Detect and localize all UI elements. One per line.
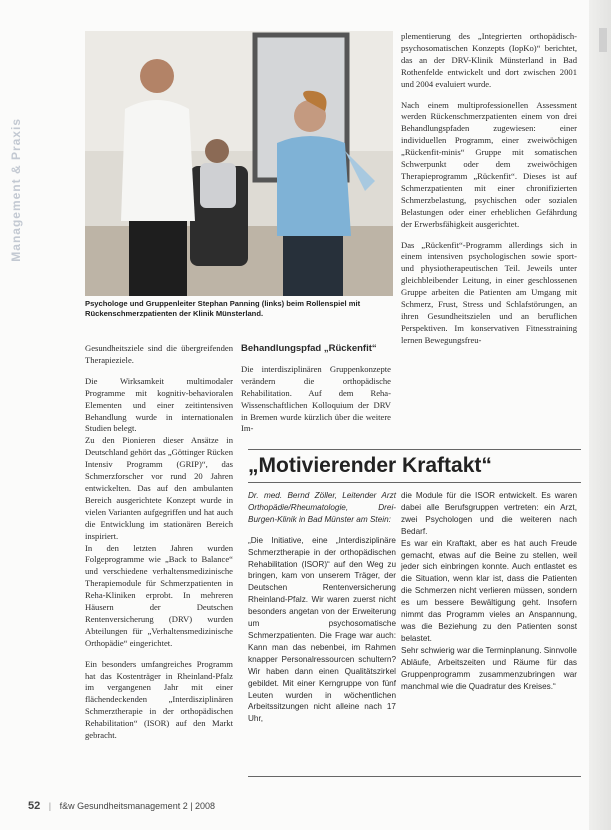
box-quote: Sehr schwierig war die Terminplanung. Sinnvolle Abläufe, Arbeitszeiten und Räume für das Gruppenprogramm zusammenzubringen war manchmal wie die Quadratur des Kreises.“ — [401, 645, 577, 691]
section-sidebar-label: Management & Praxis — [9, 118, 23, 262]
section-sidebar — [9, 118, 27, 278]
page-tab — [599, 28, 607, 52]
column-2-paragraph: Die interdisziplinären Gruppenkonzepte verändern die orthopädische Rehabilitation. Auf dem Reha-Wissenschaftlichen Kolloquium der DRV in Bremen wurde kürzlich über die weitere Im- — [241, 363, 391, 434]
page-gutter — [589, 0, 611, 830]
page-number: 52 — [28, 800, 41, 812]
box-column-right — [401, 490, 577, 692]
box-title: „Motivierender Kraftakt“ — [248, 454, 492, 477]
column-3-paragraph: Das „Rückenfit“-Programm allerdings sich in einem intensiven psychologischen sowie sport- und physiotherapeutischen Teil. Jeweils unter gleichbleibender Leitung, in einer geschlossenen Gruppe arbeiten die Patienten am Umgang mit Schmerz, Frust, Stress und Schlafstörungen, an ihren Gesundheitszielen und an beruflichen Perspektiven. Im konservativen Fitnesstraining lernen Bewegungsfreu- — [401, 239, 577, 345]
box-bottom-rule — [248, 776, 581, 777]
column-1-paragraph: Zu den Pionieren dieser Ansätze in Deutschland gehört das „Göttinger Rücken Intensiv Programm (GRIP)“, das Schmerzforscher vor rund 20 Jahren entwickelten. Das auf den ambulanten Bereich ausgerichtete Konzept wurde in vielen Varianten aufgegriffen und hat auch die Entwicklung im stationären Bereich inspiriert. — [85, 435, 233, 541]
box-intro: Dr. med. Bernd Zöller, Leitender Arzt Orthopädie/Rheumatologie, Drei-Burgen-Klinik in Bad Münster am Stein: — [248, 491, 396, 524]
box-top-rule — [248, 449, 581, 450]
box-column-left — [248, 490, 396, 725]
photo-caption: Psychologe und Gruppenleiter Stephan Panning (links) beim Rollenspiel mit Rückenschmerzpatienten der Klinik Münsterland. — [85, 299, 361, 318]
box-title-rule — [248, 482, 581, 483]
column-1-paragraph: Gesundheitsziele sind die übergreifenden Therapieziele. — [85, 343, 233, 365]
column-1 — [85, 343, 233, 742]
column-1-paragraph: In den letzten Jahren wurden Folgeprogramme wie „Back to Balance“ und verschiedene verhaltensmedizinische Therapiemodule für Schmerzpatienten in Reha-Kliniken erprobt. In mehreren Häusern der Deutschen Rentenversicherung (DRV) wurden Abteilungen für „Verhaltensmedizinische Orthopädie“ eingerichtet. — [85, 542, 233, 648]
column-1-paragraph: Ein besonders umfangreiches Programm hat das Kostenträger in Rheinland-Pfalz im vergangenen Jahr mit einer flächendeckenden „Interdisziplinären Schmerztherapie in der orthopädischen Rehabilitation“ (ISOR) auf den Markt gebracht. — [85, 658, 233, 741]
column-3-paragraph: Nach einem multiprofessionellen Assessment werden Rückenschmerzpatienten einem von drei Behandlungspfaden zugewiesen: einer individuellen Programm, einer zweiwöchigen „Rückenfit-minis“ Gruppe mit somatischen Schwerpunkt oder dem zweiwöchigen Therapieprogramm „Rückenfit“. Dieses ist auf Schmerzpatienten mit einer chronifizierten Schmerzbelastung, psychischen oder sozialen Belastungen oder einer erheblichen Gefährdung der Erwerbsfähigkeit ausgerichtet. — [401, 99, 577, 229]
page-footer: 52 | f&w Gesundheitsmanagement 2 | 2008 — [28, 800, 216, 812]
column-1-paragraph: Die Wirksamkeit multimodaler Programme mit kognitiv-behavioralen Elementen und einer zeitintensiven Behandlung wurde in internationalen Studien belegt. — [85, 375, 233, 434]
column-3-paragraph: plementierung des „Integrierten orthopädisch-psychosomatischen Konzepts (IopKo)“ berichtet, das an der DRV-Klinik Münsterland in Bad Rothenfelde entwickelt und dort zwischen 2001 und 2004 evaluiert wurde. — [401, 31, 577, 89]
article-photo — [85, 31, 393, 296]
column-2 — [241, 343, 391, 435]
photo-illustration — [85, 31, 393, 296]
journal-name: f&w Gesundheitsmanagement 2 | 2008 — [59, 801, 216, 811]
box-quote: Es war ein Kraftakt, aber es hat auch Freude gemacht, etwas auf die Beine zu stellen, weil jeder sich einbringen konnte. Auch entlastet es die Situation, wenn klar ist, dass die Patienten die Schmerzen nicht verlieren müssen, sondern es um bessere Bewältigung geht. Insofern nimmt das Programm vieles an Anspannung, was die Beziehung zu den Patienten sonst belastet. — [401, 538, 577, 643]
box-quote: „Die Initiative, eine „Interdisziplinäre Schmerztherapie in der orthopädischen Rehabilitation (ISOR)“ auf den Weg zu bringen, kam von unserem Träger, der Deutschen Rentenversicherung Rheinland-Pfalz. Wir waren zuerst nicht besonders angetan von der Erweiterung um psychosomatische Schmerzpatienten. Die Frage war auch: Kann man das nebenbei, im Rahmen knapper Personalressourcen schultern? Wir haben dann einen Qualitätszirkel gebildet. Mit einer Kerngruppe von fünf Leuten wurden in wöchentlichen Arbeitssitzungen nicht alleine nach 17 Uhr, — [248, 535, 396, 724]
box-quote: die Module für die ISOR entwickelt. Es waren dabei alle Berufsgruppen vertreten: ein Arzt, zwei Psychologen und die weiteren nach Bedarf. — [401, 491, 577, 536]
section-heading: Behandlungspfad „Rückenfit“ — [241, 343, 377, 354]
column-3 — [401, 31, 577, 347]
